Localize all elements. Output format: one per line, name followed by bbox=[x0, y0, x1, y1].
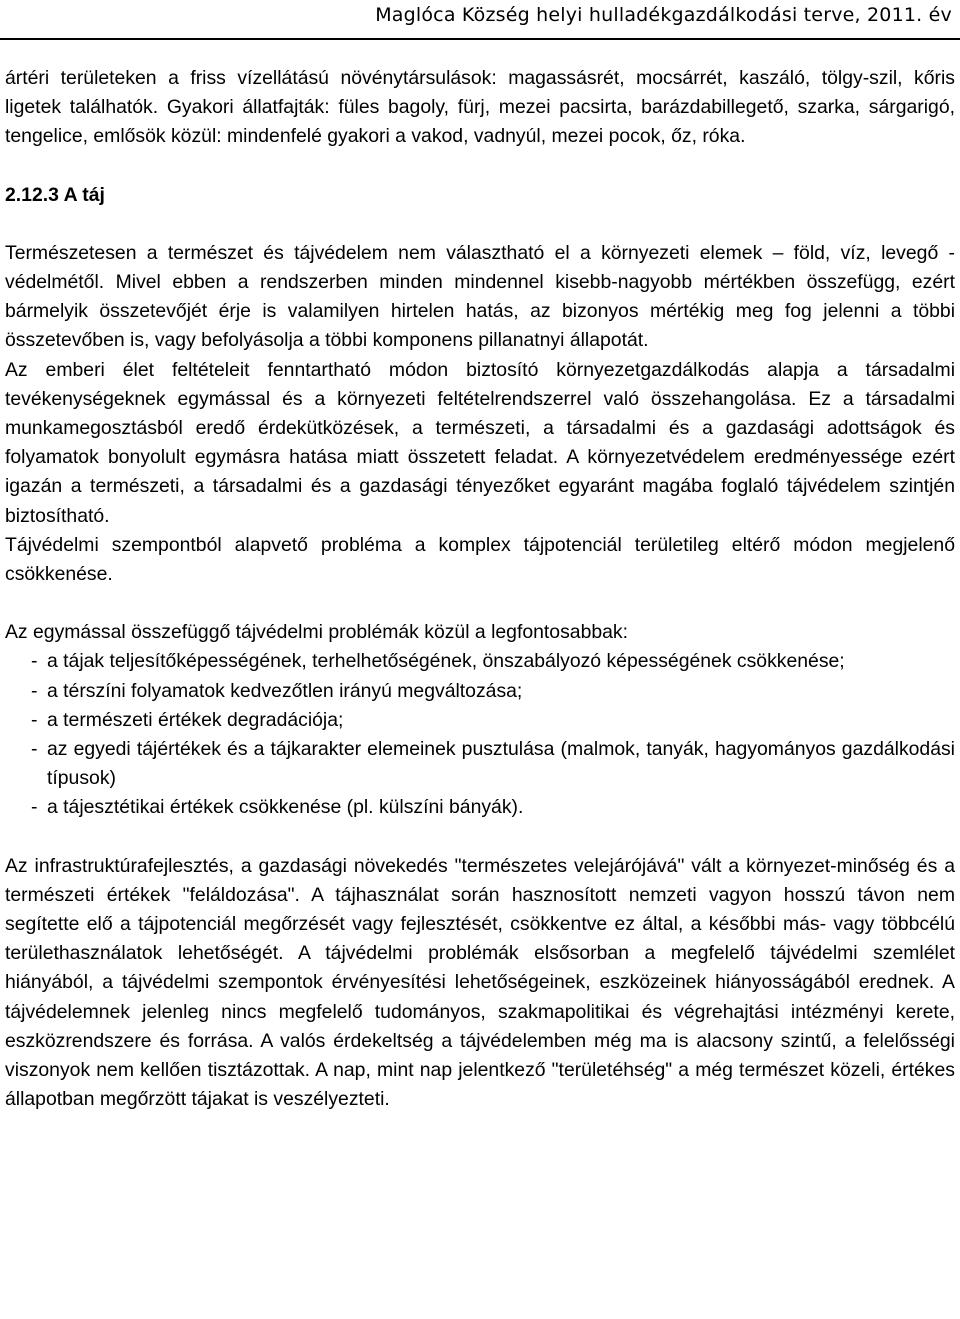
list-dash: - bbox=[31, 650, 38, 673]
list-item-text: az egyedi tájértékek és a tájkarakter elemeinek pusztulása (malmok, tanyák, hagyományos gazdálkodási típusok) bbox=[47, 738, 955, 790]
list-dash: - bbox=[31, 796, 38, 819]
list-item bbox=[5, 706, 955, 735]
spacer bbox=[5, 589, 955, 618]
spacer bbox=[5, 823, 955, 852]
list-item bbox=[5, 735, 955, 793]
list-item bbox=[5, 647, 955, 676]
list-item bbox=[5, 677, 955, 706]
list-item-text: a természeti értékek degradációja; bbox=[47, 708, 344, 731]
spacer bbox=[5, 210, 955, 239]
page-body bbox=[5, 64, 955, 1115]
list-dash: - bbox=[31, 679, 38, 702]
paragraph-kornyezetgazdalkodas: Az emberi élet feltételeit fenntartható módon biztosító környezetgazdálkodás alapja a társadalmi tevékenységeknek egymással és a környezeti feltételrendszerrel való összehangolása. Ez a társadalmi munkamegosztásból eredő érdekütközések, a természeti, a társadalmi és a gazdasági adottságok és folyamatok bonyolult egymásra hatása miatt összetett feladat. A környezetvédelem eredményessége ezért igazán a természeti, a társadalmi és a gazdasági tényezőket egyaránt magába foglaló tájvédelem szintjén biztosítható. bbox=[5, 358, 955, 527]
list-dash: - bbox=[31, 738, 38, 761]
spacer bbox=[5, 152, 955, 181]
list-intro: Az egymással összefüggő tájvédelmi problémák közül a legfontosabbak: bbox=[5, 621, 628, 644]
document-title: Maglóca Község helyi hulladékgazdálkodási terve, 2011. év bbox=[375, 4, 952, 26]
paragraph-tajpotencial: Tájvédelmi szempontból alapvető probléma a komplex tájpotenciál területileg eltérő módon megjelenő csökkenése. bbox=[5, 533, 955, 586]
running-header bbox=[0, 0, 960, 40]
paragraph-tajvedelem: Természetesen a természet és tájvédelem nem választható el a környezeti elemek – föld, víz, levegő - védelmétől. Mivel ebben a rendszerben minden mindennel kisebb-nagyobb mértékben összefügg, ezért bármelyik összetevőjét érje is valamilyen hirtelen hatás, az bizonyos mértékig meg fog jelenni a többi összetevőben is, vagy befolyásolja a többi komponens pillanatnyi állapotát. bbox=[5, 241, 955, 352]
problem-list bbox=[5, 647, 955, 822]
list-item bbox=[5, 793, 955, 822]
list-item-text: a tájak teljesítőképességének, terhelhetőségének, önszabályozó képességének csökkenése; bbox=[47, 650, 845, 673]
paragraph-infrastruktura: Az infrastruktúrafejlesztés, a gazdasági növekedés "természetes velejárójává" vált a környezet-minőség és a természeti értékek "feláldozása". A tájhasználat során hasznosított nemzeti vagyon hosszú távon nem segítette elő a tájpotenciál megőrzését vagy fejlesztését, csökkentve ez által, a későbbi más- vagy többcélú területhasználatok lehetőségét. A tájvédelmi problémák elsősorban a megfelelő tájvédelmi szemlélet hiányából, a tájvédelmi szempontok érvényesítési lehetőségeinek, eszközeinek hiányosságából erednek. A tájvédelemnek jelenleg nincs megfelelő tudományos, szakmapolitikai és végrehajtási intézményi kerete, eszközrendszere és forrása. A valós érdekeltség a tájvédelemben még ma is alacsony szintű, a felelősségi viszonyok nem kellően tisztázottak. A nap, mint nap jelentkező "területéhség" a még természet közeli, értékes állapotban megőrzött tájakat is veszélyezteti. bbox=[5, 854, 955, 1111]
section-heading: 2.12.3 A táj bbox=[5, 183, 105, 206]
list-dash: - bbox=[31, 708, 38, 731]
list-item-text: a térszíni folyamatok kedvezőtlen irányú megváltozása; bbox=[47, 679, 523, 702]
list-item-text: a tájesztétikai értékek csökkenése (pl. külszíni bányák). bbox=[47, 796, 524, 819]
intro-paragraph: ártéri területeken a friss vízellátású növénytársulások: magassásrét, mocsárrét, kaszáló, tölgy-szil, kőris ligetek találhatók. Gyakori állatfajták: füles bagoly, fürj, mezei pacsirta, barázdabillegető, szarka, sárgarigó, tengelice, emlősök közül: mindenfelé gyakori a vakod, vadnyúl, mezei pocok, őz, róka. bbox=[5, 67, 955, 148]
